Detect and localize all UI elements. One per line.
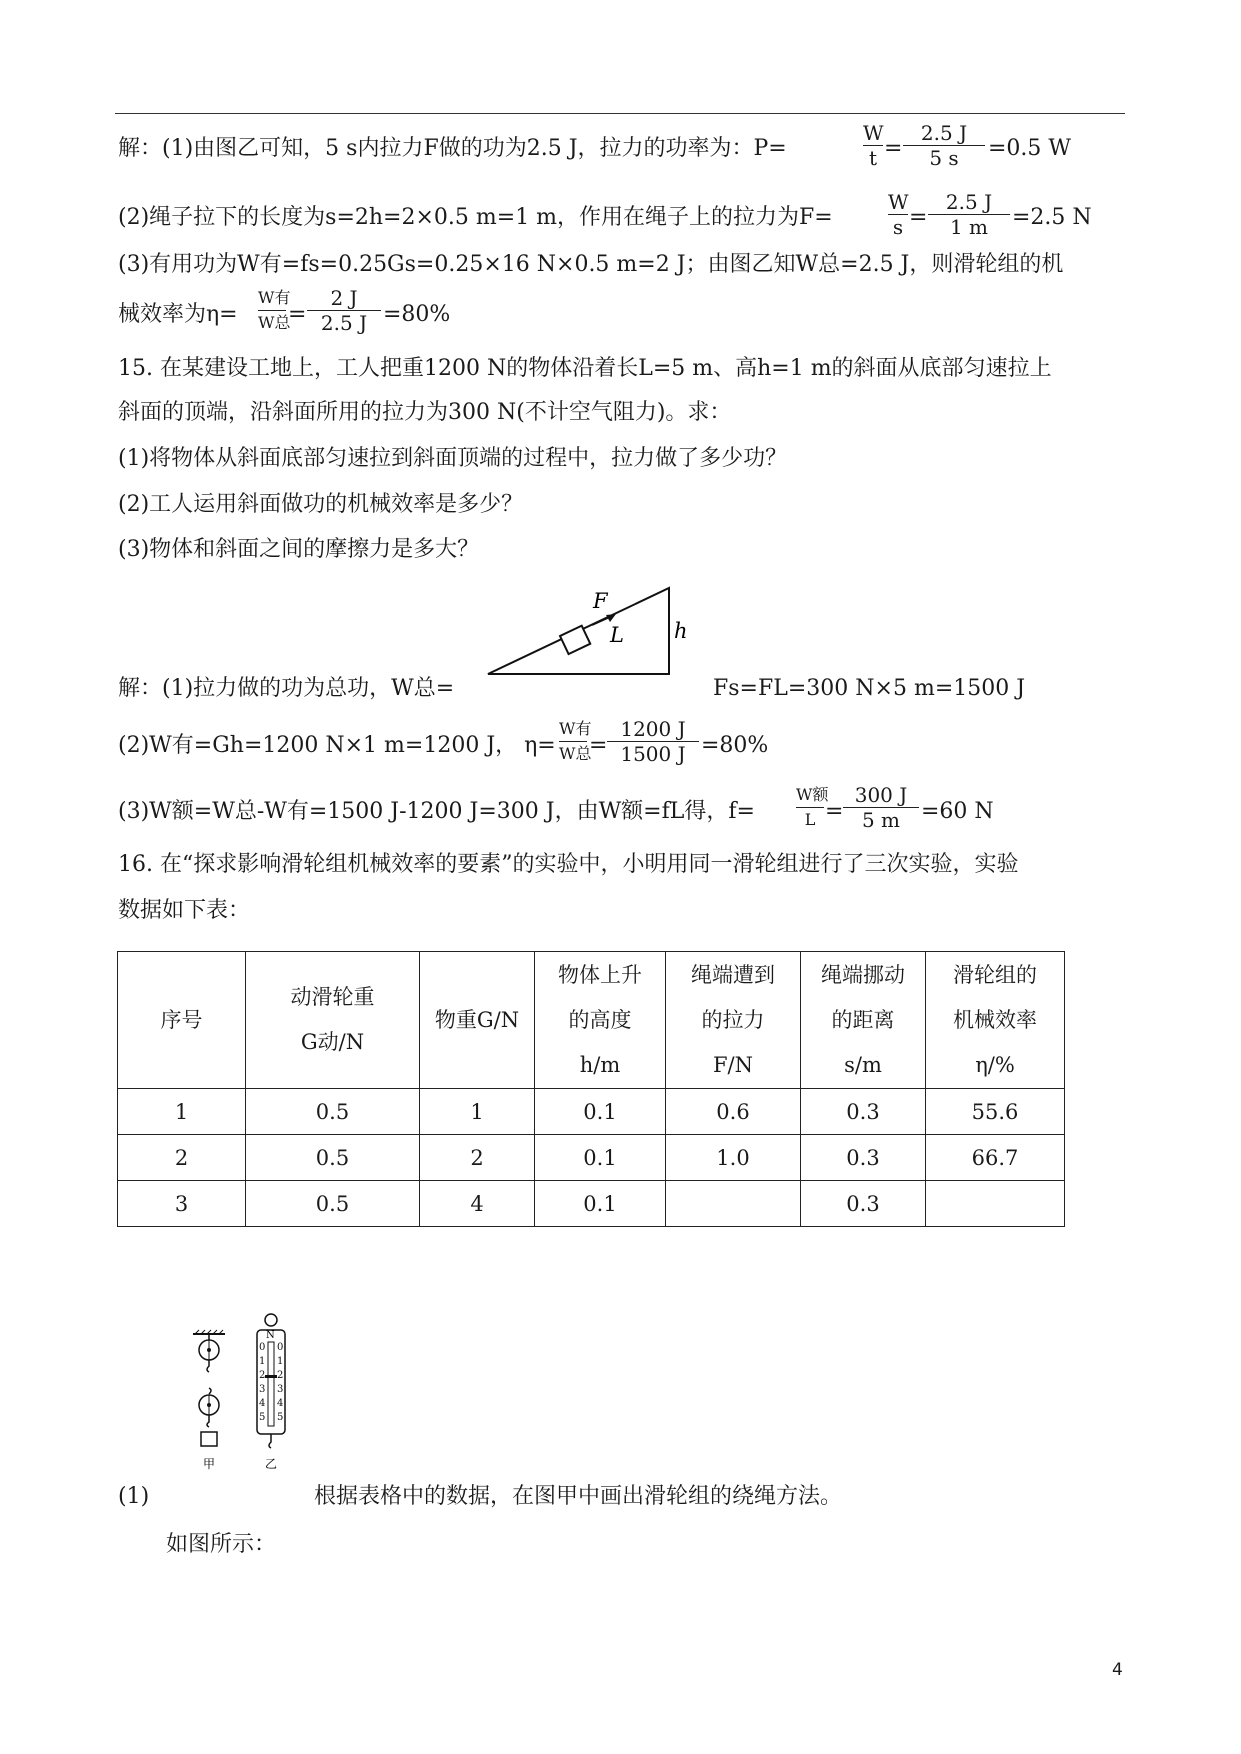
sol15-line2: (2)W有=Gh=1200 N×1 m=1200 J， η= xyxy=(118,733,556,758)
spring-scale-icon xyxy=(265,1314,277,1326)
table-row: 1 0.5 1 0.1 0.6 0.3 55.6 xyxy=(118,1089,1065,1135)
sol14-fraction-value: 2.5 J 5 s xyxy=(903,121,985,170)
header-cell: 绳端挪动 的距离 s/m xyxy=(801,952,926,1089)
svg-text:5: 5 xyxy=(277,1412,284,1423)
sol14-fraction-w-t: W t xyxy=(863,121,884,170)
header-cell: 物体上升 的高度 h/m xyxy=(535,952,666,1089)
sol14-line2-result: =2.5 N xyxy=(1012,205,1092,230)
svg-text:3: 3 xyxy=(277,1384,284,1395)
sol14-fraction-eta-value: 2 J 2.5 J xyxy=(307,286,381,335)
sol15-fraction-eta-value: 1200 J 1500 J xyxy=(607,717,699,766)
svg-text:1: 1 xyxy=(259,1356,266,1367)
sol14-fraction-eta: W有 W总 xyxy=(258,288,291,332)
label-F: F xyxy=(593,589,608,613)
sol15-line3-result: =60 N xyxy=(921,799,994,824)
q15-sub1: (1)将物体从斜面底部匀速拉到斜面顶端的过程中，拉力做了多少功？ xyxy=(118,446,788,471)
svg-text:2: 2 xyxy=(259,1370,266,1381)
experiment-table xyxy=(117,951,1065,1227)
sol14-line1-result: =0.5 W xyxy=(988,136,1072,161)
svg-text:5: 5 xyxy=(259,1412,266,1423)
label-h: h xyxy=(674,619,688,643)
svg-text:0: 0 xyxy=(277,1342,284,1353)
sol15-line1-result: Fs=FL=300 N×5 m=1500 J xyxy=(713,676,1026,701)
sol14-line4: 械效率为η= xyxy=(118,302,238,327)
table-header-row xyxy=(118,952,1065,1089)
q16-answer1: 如图所示： xyxy=(166,1532,277,1557)
sol15-fraction-eta: W有 W总 xyxy=(559,719,592,763)
table-row: 2 0.5 2 0.1 1.0 0.3 66.7 xyxy=(118,1135,1065,1181)
svg-text:甲: 甲 xyxy=(203,1457,216,1470)
q16-sub1-number: (1) xyxy=(118,1484,150,1509)
q15-line2: 斜面的顶端，沿斜面所用的拉力为300 N(不计空气阻力)。求： xyxy=(118,400,732,425)
q16-line1: 16. 在“探求影响滑轮组机械效率的要素”的实验中，小明用同一滑轮组进行了三次实验，实验 xyxy=(118,852,1019,877)
svg-text:1: 1 xyxy=(277,1356,284,1367)
label-L: L xyxy=(610,623,624,647)
pulley-scale-figure xyxy=(185,1310,305,1470)
sol14-line4-result: =80% xyxy=(383,302,451,327)
header-cell: 绳端遭到 的拉力 F/N xyxy=(666,952,801,1089)
incline-figure xyxy=(480,580,700,680)
header-rule xyxy=(115,113,1125,114)
header-cell: 动滑轮重 G动/N xyxy=(246,952,420,1089)
svg-text:3: 3 xyxy=(259,1384,266,1395)
table-row: 3 0.5 4 0.1 0.3 xyxy=(118,1181,1065,1227)
q15-sub3: (3)物体和斜面之间的摩擦力是多大？ xyxy=(118,537,480,562)
svg-text:4: 4 xyxy=(259,1398,266,1409)
header-cell: 物重G/N xyxy=(420,952,535,1089)
q15-line1: 15. 在某建设工地上，工人把重1200 N的物体沿着长L=5 m、高h=1 m的斜面从底部匀速拉上 xyxy=(118,356,1052,381)
sol14-line1: 解：(1)由图乙可知，5 s内拉力F做的功为2.5 J，拉力的功率为：P= xyxy=(118,136,787,161)
svg-text:N: N xyxy=(266,1330,275,1341)
sol15-fraction-f: W额 L xyxy=(796,785,829,829)
sol15-fraction-f-value: 300 J 5 m xyxy=(843,783,919,832)
sol14-fraction-w-s: W s xyxy=(888,190,909,239)
sol14-line3: (3)有用功为W有=fs=0.25Gs=0.25×16 N×0.5 m=2 J；由图乙知W总=2.5 J，则滑轮组的机 xyxy=(118,252,1064,277)
svg-text:2: 2 xyxy=(277,1370,284,1381)
page-number: 4 xyxy=(1112,1660,1123,1680)
q16-sub1-text: 根据表格中的数据，在图甲中画出滑轮组的绕绳方法。 xyxy=(314,1484,843,1509)
sol15-line3: (3)W额=W总-W有=1500 J-1200 J=300 J，由W额=fL得，f= xyxy=(118,799,755,824)
sol15-line2-result: =80% xyxy=(701,733,769,758)
q15-sub2: (2)工人运用斜面做功的机械效率是多少？ xyxy=(118,492,524,517)
sol14-fraction-value2: 2.5 J 1 m xyxy=(928,190,1010,239)
sol14-line2: (2)绳子拉下的长度为s=2h=2×0.5 m=1 m，作用在绳子上的拉力为F= xyxy=(118,205,833,230)
q16-line2: 数据如下表： xyxy=(118,898,251,923)
svg-text:乙: 乙 xyxy=(265,1457,278,1470)
header-cell: 滑轮组的 机械效率 η/% xyxy=(926,952,1065,1089)
sol15-line1: 解：(1)拉力做的功为总功，W总= xyxy=(118,676,455,701)
weight-block-icon xyxy=(201,1432,217,1446)
svg-text:0: 0 xyxy=(259,1342,266,1353)
svg-text:4: 4 xyxy=(277,1398,284,1409)
header-cell: 序号 xyxy=(118,952,246,1089)
